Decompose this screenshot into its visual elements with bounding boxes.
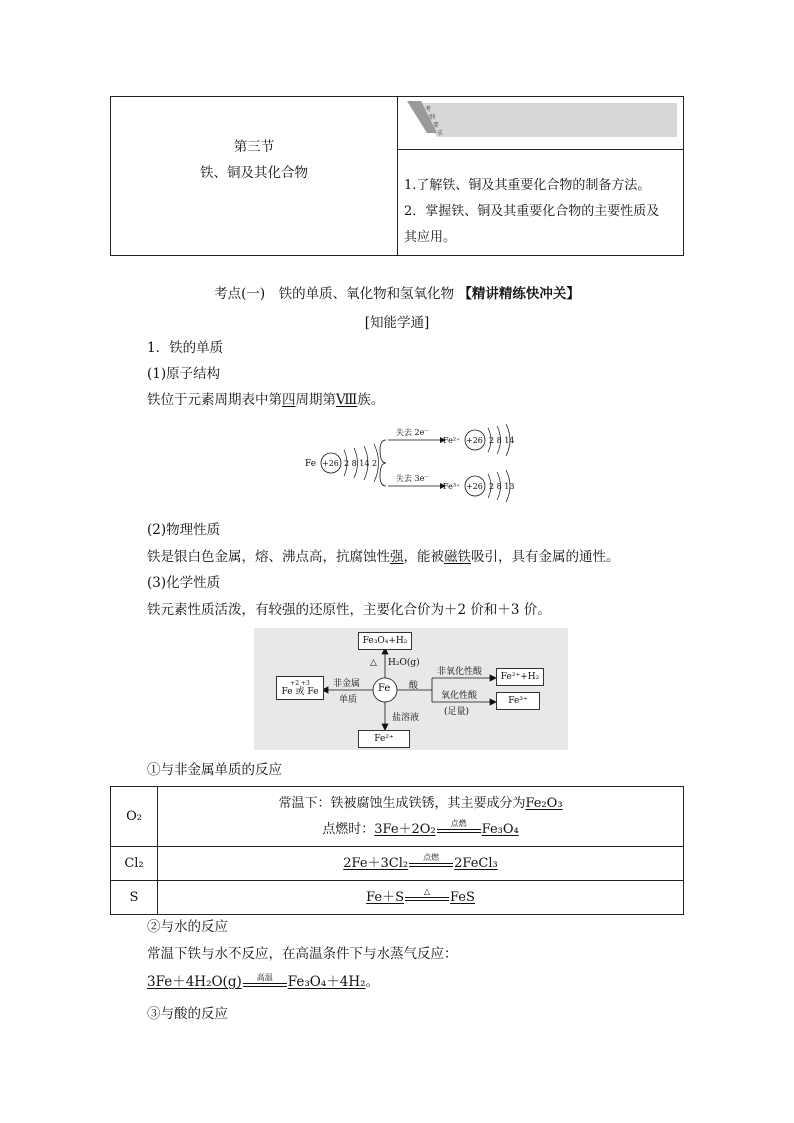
condition: 高温: [256, 972, 273, 982]
label-element: 单质: [339, 695, 358, 705]
chemical-text: 铁元素性质活泼，有较强的还原性，主要化合价为＋2 价和＋3 价。: [147, 602, 551, 618]
product-box-fe3: Fe³⁺: [496, 692, 540, 710]
topic-tag: 【精讲精练快冲关】: [458, 286, 580, 302]
requirement-item: 其应用。: [404, 230, 457, 245]
banner-char: 要: [433, 122, 440, 129]
product-box-fe2-h2: Fe²⁺+H₂: [496, 668, 544, 686]
equation-sign: [405, 887, 449, 907]
water-text: 常温下铁与水不反应，在高温条件下与水蒸气反应：: [147, 946, 458, 962]
label-nonmetal: 非金属: [333, 679, 361, 689]
nucleus-charge: +26: [466, 482, 483, 491]
equation-right: Fe₃O₄: [481, 821, 519, 837]
nucleus-charge: +26: [466, 436, 483, 445]
answer: 强: [390, 549, 404, 565]
shell-config: 2 8 14 2: [344, 459, 378, 468]
chemical-title: (3)化学性质: [147, 575, 221, 591]
physical-text: [147, 547, 620, 567]
atom-structure-diagram: [300, 420, 530, 502]
equation-left: 2Fe＋3Cl₂: [343, 855, 409, 871]
label-acid: 酸: [409, 681, 419, 691]
physical-title: (2)物理性质: [147, 522, 221, 538]
requirements-banner: [407, 101, 677, 139]
banner-char: 考: [425, 106, 432, 113]
atomic-structure-text: [147, 390, 384, 410]
answer: Fe₂O₃: [525, 795, 563, 811]
banner-char: 求: [437, 130, 444, 137]
section-number: 第三节: [233, 139, 275, 155]
topic-title: 考点(一) 铁的单质、氧化物和氢氧化物: [214, 286, 455, 302]
lose-3e-label: 失去 3e⁻: [396, 474, 429, 483]
requirement-item: 1.了解铁、铜及其重要化合物的制备方法。: [404, 178, 651, 193]
condition: △: [423, 887, 431, 896]
equation-left: 3Fe＋2O₂: [374, 821, 436, 837]
nonmetal-title: ①与非金属单质的反应: [147, 762, 282, 778]
product-label: Fe 或 Fe: [281, 687, 319, 697]
condition: 点燃: [450, 819, 467, 828]
text: 族。: [357, 392, 385, 408]
product-box-fe2: Fe²⁺: [358, 730, 410, 748]
text: 铁是银白色金属，熔、沸点高，抗腐蚀性: [147, 549, 390, 565]
lose-2e-label: 失去 2e⁻: [396, 428, 429, 437]
equation-left: 3Fe＋4H₂O(g): [147, 974, 242, 990]
nucleus-charge: +26: [322, 459, 339, 468]
equation-right: 2FeCl₃: [454, 855, 498, 871]
label-excess: (足量): [444, 707, 470, 717]
label-oxidizing-acid: 氧化性酸: [441, 691, 478, 701]
header-table: [110, 96, 684, 256]
table-row: [111, 787, 684, 847]
fe2-ion: Fe²⁺: [443, 436, 461, 445]
condition: 点燃: [423, 853, 440, 862]
text: 。: [365, 974, 380, 990]
oxidation-states: +2 +3: [290, 680, 310, 687]
table-row: [111, 847, 684, 881]
equation-sign: [437, 819, 481, 839]
group-answer: Ⅷ: [336, 392, 358, 408]
shell-config-fe3: 2 8 13: [489, 482, 515, 491]
text: 常温下：铁被腐蚀生成铁锈，其主要成分为: [278, 795, 526, 811]
equation-right: FeS: [450, 889, 475, 905]
atomic-structure-title: (1)原子结构: [147, 366, 221, 382]
water-title: ②与水的反应: [147, 919, 228, 935]
reactant-cell: S: [111, 881, 158, 915]
text: 周期第: [295, 392, 336, 408]
product-box-nonmetal: [276, 676, 324, 700]
topic-subheading: [知能学通]: [364, 315, 430, 331]
text: 吸引，具有金属的通性。: [471, 549, 620, 565]
nonmetal-reactions-table: [110, 786, 684, 915]
equation-sign: [243, 973, 287, 993]
text: 点燃时：: [322, 821, 375, 837]
text: ，能被: [403, 549, 444, 565]
banner-char: 纲: [429, 114, 436, 121]
condition-heat: △: [370, 658, 377, 668]
acid-title: ③与酸的反应: [147, 1006, 228, 1022]
table-row: [111, 881, 684, 915]
fe-symbol: Fe: [305, 459, 317, 469]
reaction-diagram: [254, 628, 568, 750]
equation-right: Fe₃O₄＋4H₂: [287, 974, 366, 990]
divider: [397, 97, 398, 255]
text: 铁位于元素周期表中第: [147, 392, 282, 408]
shell-config-fe2: 2 8 14: [489, 436, 515, 445]
reagent-water: H₂O(g): [388, 658, 420, 668]
product-box-fe3o4: Fe₃O₄+H₂: [358, 632, 412, 650]
label-salt-solution: 盐溶液: [392, 713, 420, 723]
reactant-cell: Cl₂: [111, 847, 158, 881]
equation-sign: [409, 853, 453, 873]
reactant-cell: O₂: [111, 787, 158, 847]
brace: [380, 440, 386, 486]
label-nonoxidizing-acid: 非氧化性酸: [437, 667, 483, 677]
reaction-cell: [158, 881, 684, 915]
requirement-item: 2．掌握铁、铜及其重要化合物的主要性质及: [404, 204, 660, 219]
topic-heading: [110, 282, 684, 302]
requirements-list: [404, 173, 680, 251]
answer: 磁铁: [444, 549, 471, 565]
fe-node-label: Fe: [378, 683, 391, 694]
reaction-cell: [158, 847, 684, 881]
water-equation: [147, 972, 379, 993]
section-title: 铁、铜及其化合物: [200, 165, 308, 181]
section-1-title: 1．铁的单质: [147, 340, 224, 356]
fe3-ion: Fe³⁺: [443, 482, 461, 491]
equation-left: Fe＋S: [366, 889, 404, 905]
divider: [397, 149, 683, 150]
period-answer: 四: [282, 392, 296, 408]
reaction-cell: [158, 787, 684, 847]
